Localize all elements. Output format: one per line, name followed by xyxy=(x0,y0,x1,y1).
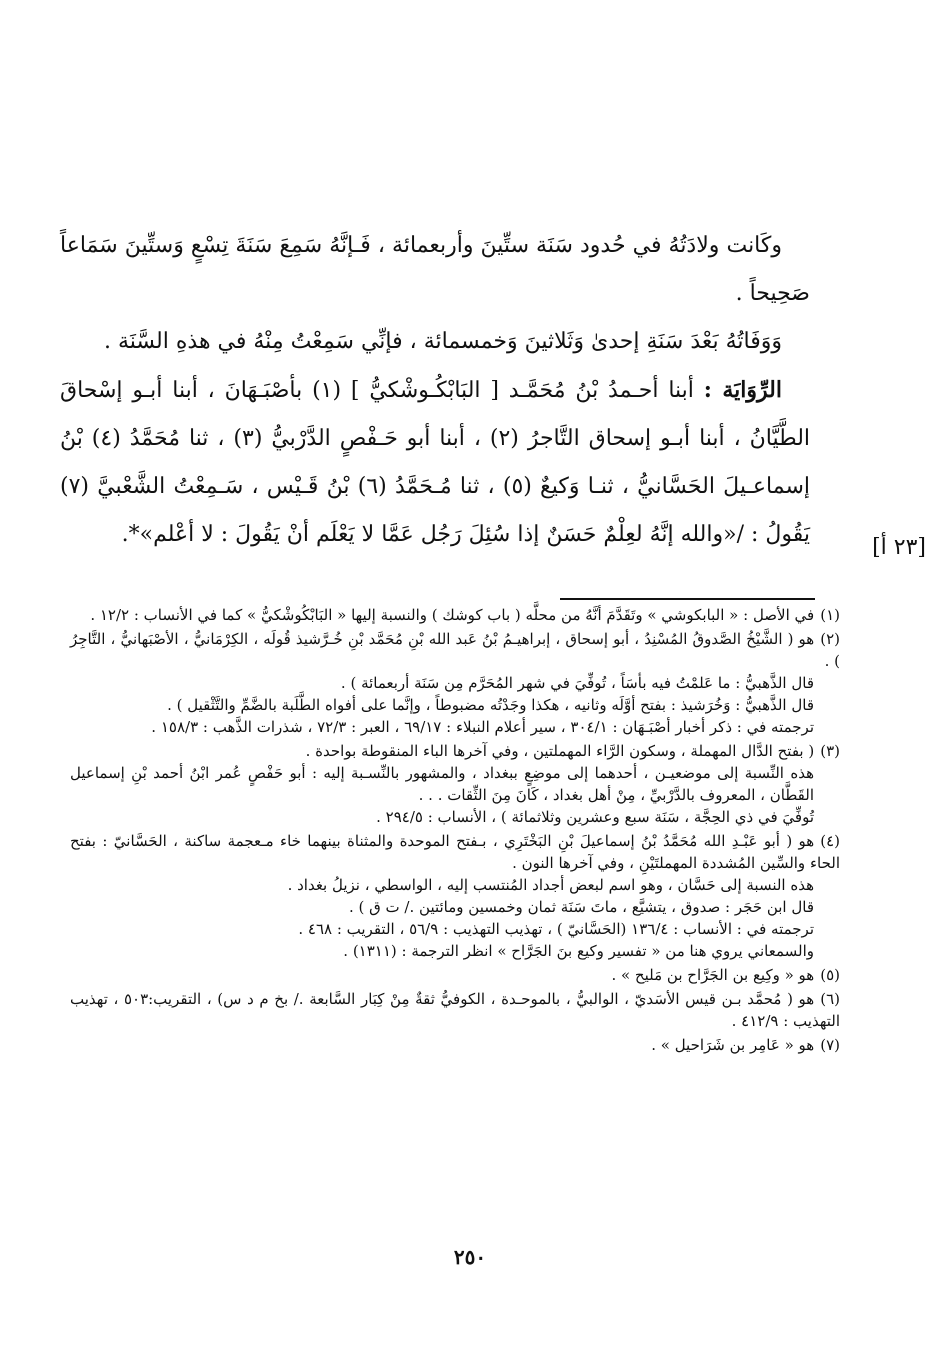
footnote-text: قال الذَّهبيُّ : وَخُرَشيذ : بفتح أوَّلَه وثانيه ، هكذا وجَدْتُه مضبوطاً ، وإنَّما على أفواه الطَّلَبة بالضَّمِّ والتَّثْقيل ) . xyxy=(167,696,814,714)
footnote-number: (٣) xyxy=(820,742,840,760)
footnote-text: هذه النِّسبة إلى موضعيـن ، أحدهما إلى موضِعٍ ببغداد ، والمشهور بالنِّسـبة إليه : أبو حَفْصٍ عُمر ابْنُ أحمد بْنِ إسماعيل القَطَّان ، المعروف بالدَّرْبيِّ ، مِنْ أهل بغداد ، كَانَ مِنَ الثِّقات . . . xyxy=(70,764,814,804)
paragraph-riwaya xyxy=(60,366,810,559)
footnote-text: هو ( أبو عَبْـدِ الله مُحَمَّدُ بْنُ إسماعيلَ بْنِ البَخْتَرِي ، بـفتح الموحدة والمثناة بينهما خاء مـعجمة ساكنة ، الحَسَّانيّ : بفتح الحاء والسِّين المُشددة المهملتَيْنِ ، وفي آخرها النون . xyxy=(70,832,840,872)
footnote-text: تُوفِّيَ في ذي الحِجَّة ، سَنَة سبع وعشرين وثلاثمائة ) ، الأنساب : ٢٩٤/٥ . xyxy=(376,808,814,826)
page-number: ٢٥٠ xyxy=(453,1245,487,1269)
footnote-text: ترجمته في : ذكر أخبار أصْبَـهَان : ٣٠٤/١ ، سير أعلام النبلاء : ٦٩/١٧ ، العبر : ٧٢/٣ ، شذرات الذَّهب : ١٥٨/٣ . xyxy=(151,718,814,736)
footnote-divider xyxy=(560,598,815,600)
footnote-text: قال ابن حَجَر : صدوق ، يتشيَّع ، ماتَ سَنَة ثمان وخمسين ومائتين ./ ت ق ) . xyxy=(348,898,814,916)
footnote-number: (٢) xyxy=(820,630,840,648)
main-text-body xyxy=(60,222,810,559)
footnote-5 xyxy=(70,964,840,986)
riwaya-text: أبنا أحـمدُ بْنُ مُحَمَّـد [ البَابْكُـوشْكيُّ ] (١) بأصْبَـهَانَ ، أبنا أبـو إسْحاقَ الطَّيَّانُ ، أبنا أبـو إسحاق التَّاجرُ (٢) ، أبنا أبو حَـفْصٍ الدَّرْبيُّ (٣) ، ثنا مُحَمَّدُ (٤) بْنُ إسماعـيلَ الحَسَّانيُّ ، ثنـا وَكيعٌ (٥) ، ثنا مُـحَمَّدُ (٦) بْنُ قَـيْس ، سَـمِعْتُ الشَّعْبيَّ (٧) يَقُولُ : /«والله إنَّهُ لعِلْمٌ حَسَنٌ إذا سُئِلَ رَجُل عَمَّا لا يَعْلَم أنْ يَقُولَ : لا أعْلم»*. xyxy=(60,378,811,547)
footnote-text: هذه النسبة إلى حَسَّان ، وهو اسم لبعض أجداد المُنتسب إليه ، الواسطي ، نزيلُ بغداد . xyxy=(287,876,814,894)
manuscript-folio-marker: [٢٣ أ] xyxy=(872,535,926,560)
footnote-text: في الأصل : « البابكوشي » وتَقَدَّمَ أنَّهُ من محلَّه ( باب كوشك ) والنسبة إليها « البَابْكُوشْكيُّ » كما في الأنساب : ١٢/٢ . xyxy=(90,606,815,624)
footnote-3 xyxy=(70,740,840,828)
footnote-text: ( بفتح الدَّال المهملة ، وسكون الرَّاء المهملتين ، وفي آخرها الباء المنقوطة بواحدة . xyxy=(305,742,815,760)
riwaya-label: الرِّوَايَة : xyxy=(703,377,782,403)
paragraph-death: وَوَفَاتُهُ بَعْدَ سَنَةِ إحدىٰ وَثَلاثينَ وَخمسمائة ، فإنِّي سَمِعْتُ مِنْهُ في هذهِ السَّنَة . xyxy=(104,329,782,354)
footnotes-section xyxy=(70,604,840,1058)
footnote-text: ترجمته في : الأنساب : ١٣٦/٤ (الحَسَّانيّ ) ، تهذيب التهذيب : ٥٦/٩ ، التقريب : ٤٦٨ . xyxy=(298,920,814,938)
footnote-text: هو ( الشَّيْخُ الصَّدوقُ المُسْنِدُ ، أبو إسحاق ، إبراهيـمُ بْنُ عَبد الله بْنِ مُحَمَّد بْنِ خُـرَّشيذ قُولَه ، الكِرْمَانيُّ ، الأصْبَهانيُّ ، التَّاجِرُ ) . xyxy=(70,630,840,670)
footnote-text: والسمعاني يروي هنا من « تفسير وكيع بنَ الجَرَّاح » انظر الترجمة : (١٣١١) . xyxy=(343,942,814,960)
footnote-7 xyxy=(70,1034,840,1056)
footnote-number: (١) xyxy=(820,606,840,624)
footnote-number: (٧) xyxy=(820,1036,840,1054)
footnote-1 xyxy=(70,604,840,626)
footnote-number: (٤) xyxy=(820,832,840,850)
footnote-text: قال الذَّهبيُّ : ما عَلمْتُ فيه بأسَاً ، تُوفِّيَ في شهر المُحَرَّم مِن سَنَة أربعمائة ) . xyxy=(340,674,814,692)
footnote-number: (٥) xyxy=(820,966,840,984)
footnote-number: (٦) xyxy=(820,990,840,1008)
footnote-4 xyxy=(70,830,840,962)
footnote-2 xyxy=(70,628,840,738)
footnote-text: هو « عَامِر بن شَرَاحيل » . xyxy=(651,1036,815,1054)
paragraph-birth: وكَانت ولادَتُهُ في حُدود سَنَة ستِّينَ وأربعمائة ، فَـإنَّهُ سَمِعَ سَنَةَ تِسْعٍ وَستِّينَ سَمَاعاً صَحِيحاً . xyxy=(60,233,810,306)
footnote-text: هو « وكِيع بن الجَرَّاح بن مَليح » . xyxy=(611,966,815,984)
footnote-text: هو ( مُحمَّد بـن قيس الأسَديّ ، الوالبيُّ ، بالموحـدة ، الكوفيُّ ثقةٌ مِنْ كِبَار السَّابعة ./ بخ م د س) ، التقريب:٥٠٣ ، تهذيب التهذيب : ٤١٢/٩ . xyxy=(70,990,840,1030)
footnote-6 xyxy=(70,988,840,1032)
